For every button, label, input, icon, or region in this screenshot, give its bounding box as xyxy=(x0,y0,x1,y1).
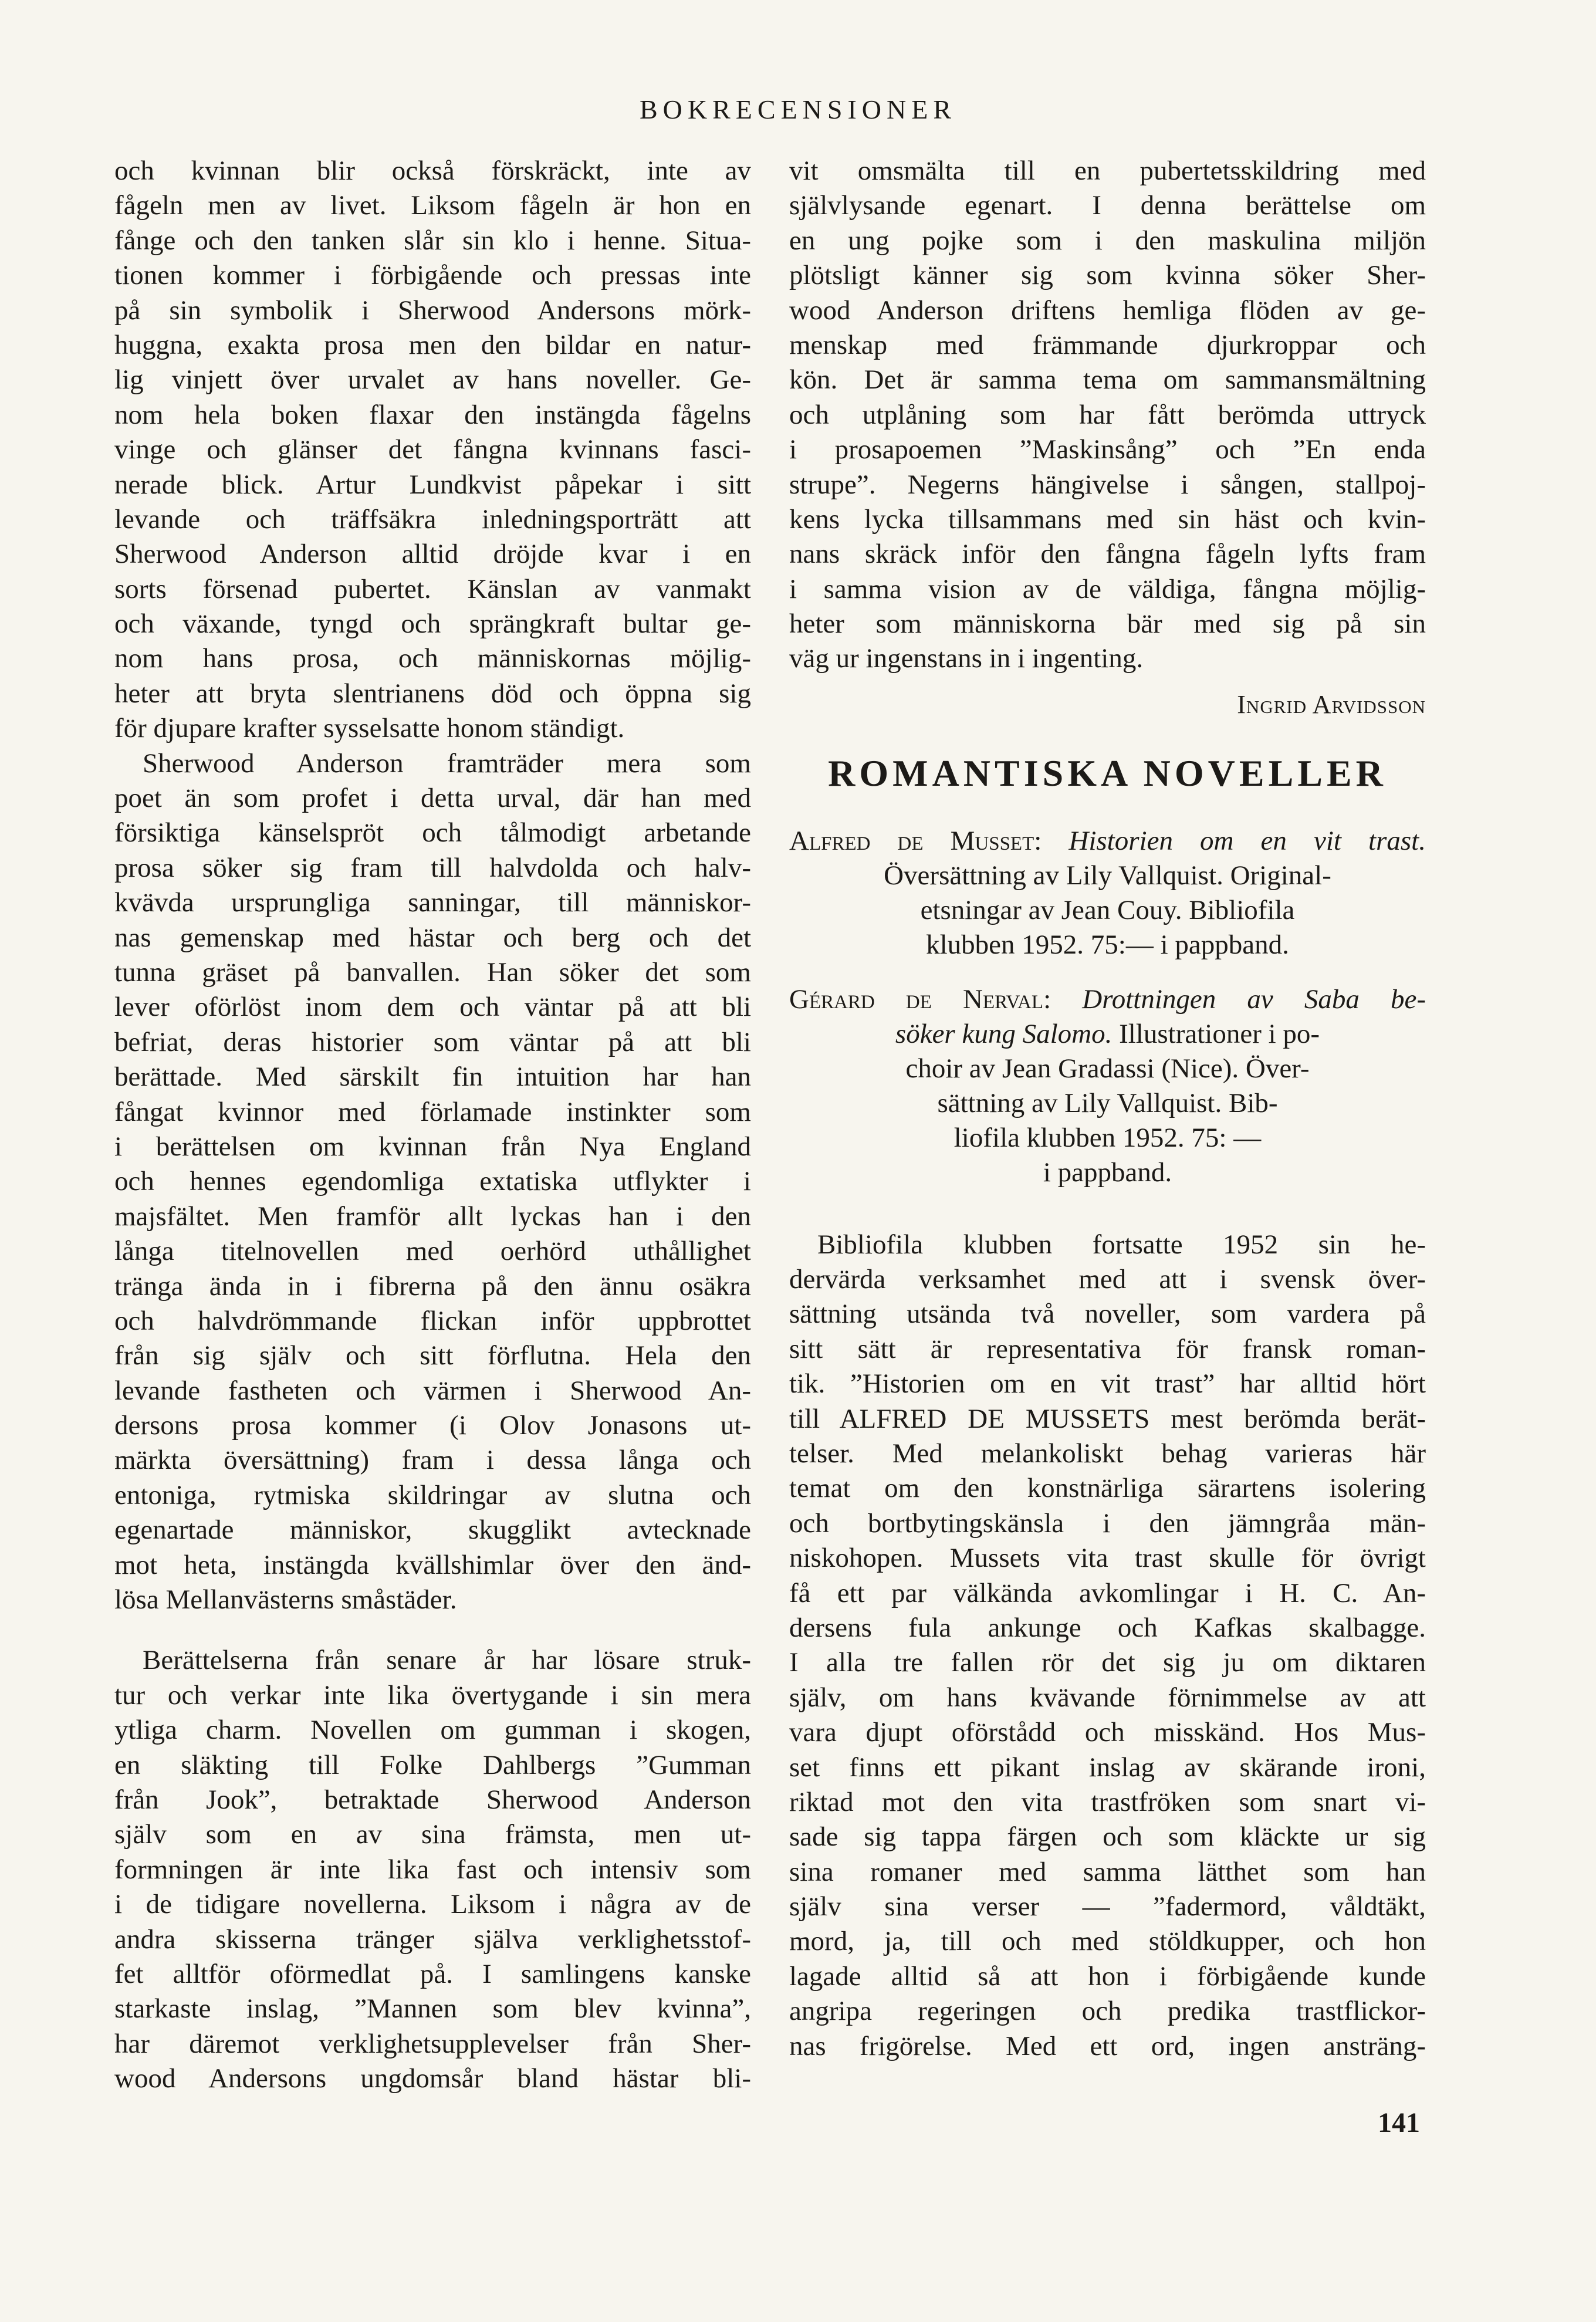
text-line: entoniga, rytmiska skildringar av slutna och xyxy=(114,1479,751,1510)
biblio-line: etsningar av Jean Couy. Bibliofila xyxy=(920,894,1295,925)
text-line: sättning utsända två noveller, som vardera på xyxy=(789,1299,1426,1330)
text-line: prosa söker sig fram till halvdolda och halv- xyxy=(114,852,751,883)
text-line: och växande, tyngd och sprängkraft bultar ge- xyxy=(114,609,751,640)
text-line: i berättelsen om kvinnan från Nya England xyxy=(114,1131,751,1162)
text-line: temat om den konstnärliga särartens isolering xyxy=(789,1473,1426,1504)
text-line: kens lycka tillsammans med sin häst och kvin- xyxy=(789,503,1426,535)
text-line: från Jook”, betraktade Sherwood Anderson xyxy=(114,1784,751,1815)
text-line: märkta översättning) fram i dessa långa och xyxy=(114,1445,751,1476)
biblio-line: Gérard de Nerval: Drottningen av Saba be- xyxy=(789,983,1426,1015)
text-line: levande och träffsäkra inledningsporträtt att xyxy=(114,503,751,535)
text-line: niskohopen. Mussets vita trast skulle för övrigt xyxy=(789,1543,1426,1574)
book-title: söker kung Salomo. xyxy=(895,1018,1113,1049)
text-line: en ung pojke som i den maskulina miljön xyxy=(789,225,1426,256)
text-line: Bibliofila klubben fortsatte 1952 sin he- xyxy=(817,1229,1426,1260)
text-line: formningen är inte lika fast och intensiv som xyxy=(114,1854,751,1885)
text-line: sorts försenad pubertet. Känslan av vanmakt xyxy=(114,573,751,604)
text-line: wood Andersons ungdomsår bland hästar bli- xyxy=(114,2063,751,2094)
bibliography-entry-musset xyxy=(789,824,1426,962)
text-line: och hennes egendomliga extatiska utflykter i xyxy=(114,1166,751,1197)
text-line: själv sina verser — ”fadermord, våldtäkt, xyxy=(789,1891,1426,1922)
text-line: nerade blick. Artur Lundkvist påpekar i sitt xyxy=(114,469,751,500)
text-line: och utplåning som har fått berömda uttryck xyxy=(789,399,1426,430)
text-line: mord, ja, till och med stöldkupper, och hon xyxy=(789,1926,1426,1957)
text-line: ytliga charm. Novellen om gumman i skogen, xyxy=(114,1715,751,1746)
text-line: levande fastheten och värmen i Sherwood An- xyxy=(114,1375,751,1406)
text-line: långa titelnovellen med oerhörd uthållighet xyxy=(114,1236,751,1267)
text-line: sitt sätt är representativa för fransk roman- xyxy=(789,1333,1426,1364)
text-line: få ett par välkända avkomlingar i H. C. An- xyxy=(789,1577,1426,1608)
text-line: försiktiga känselspröt och tålmodigt arbetande xyxy=(114,817,751,849)
text-line: tur och verkar inte lika övertygande i sin mera xyxy=(114,1679,751,1711)
biblio-line: i pappband. xyxy=(1043,1157,1172,1188)
text-line: sade sig tappa färgen och som kläckte ur sig xyxy=(789,1821,1426,1853)
review-signature: Ingrid Arvidsson xyxy=(1237,689,1426,719)
text-line: kön. Det är samma tema om sammansmältning xyxy=(789,364,1426,396)
text-line: fet alltför oförmedlat på. I samlingens kanske xyxy=(114,1958,751,1989)
text-line: fånge och den tanken slår sin klo i henne. Situa- xyxy=(114,225,751,256)
text-line: självlysande egenart. I denna berättelse om xyxy=(789,190,1426,221)
text-line: från sig själv och sitt förflutna. Hela den xyxy=(114,1340,751,1371)
text-line: kvävda ursprungliga sanningar, till människor- xyxy=(114,887,751,918)
text-line: har däremot verklighetsupplevelser från Sher- xyxy=(114,2028,751,2059)
biblio-line: sättning av Lily Vallquist. Bib- xyxy=(937,1087,1278,1118)
text-line: lever oförlöst inom dem och väntar på att bli xyxy=(114,992,751,1023)
biblio-text: Illustrationer i po- xyxy=(1119,1018,1320,1049)
text-line: väg ur ingenstans in i ingenting. xyxy=(789,643,1144,674)
text-line: och halvdrömmande flickan inför uppbrottet xyxy=(114,1305,751,1336)
text-line: telser. Med melankoliskt behag varieras här xyxy=(789,1438,1426,1469)
text-line: tränga ända in i fibrerna på den ännu osäkra xyxy=(114,1270,751,1302)
text-line: berättade. Med särskilt fin intuition har han xyxy=(114,1062,751,1093)
text-line: sina romaner med samma lätthet som han xyxy=(789,1856,1426,1887)
text-line: menskap med främmande djurkroppar och xyxy=(789,329,1426,360)
text-line: majsfältet. Men framför allt lyckas han i den xyxy=(114,1201,751,1232)
text-line: huggna, exakta prosa men den bildar en natur- xyxy=(114,329,751,360)
text-line: starkaste inslag, ”Mannen som blev kvinna”, xyxy=(114,1993,751,2024)
text-line: vinge och glänser det fångna kvinnans fasci- xyxy=(114,434,751,465)
text-line: mot heta, instängda kvällshimlar över den änd- xyxy=(114,1549,751,1580)
right-column xyxy=(789,154,1426,2064)
text-line: tunna gräset på banvallen. Han söker det som xyxy=(114,956,751,988)
text-line: lagade alltid så att hon i förbigående kunde xyxy=(789,1961,1426,1992)
text-line: och kvinnan blir också förskräckt, inte av xyxy=(114,156,751,186)
text-line: för djupare krafter sysselsatte honom ständigt. xyxy=(114,713,625,744)
paragraph-gap xyxy=(114,1617,751,1643)
text-line: dervärda verksamhet med att i svensk över- xyxy=(789,1264,1426,1295)
text-line: nas gemenskap med hästar och berg och det xyxy=(114,922,751,953)
text-line: plötsligt känner sig som kvinna söker Sher- xyxy=(789,260,1426,291)
text-line: wood Anderson driftens hemliga flöden av ge- xyxy=(789,295,1426,326)
paragraph-gap xyxy=(789,1190,1426,1228)
book-author: Gérard de Nerval xyxy=(789,983,1044,1015)
text-line: dersons prosa kommer (i Olov Jonasons ut- xyxy=(114,1410,751,1441)
section-title: ROMANTISKA NOVELLER xyxy=(828,752,1387,795)
biblio-line: liofila klubben 1952. 75: — xyxy=(953,1122,1262,1153)
text-line: tionen kommer i förbigående och pressas inte xyxy=(114,260,751,291)
text-line: själv som en av sina främsta, men ut- xyxy=(114,1819,751,1850)
text-line: nom hela boken flaxar den instängda fågelns xyxy=(114,399,751,430)
biblio-line xyxy=(789,1017,1426,1052)
text-line: till ALFRED DE MUSSETS mest berömda berät- xyxy=(789,1403,1426,1434)
biblio-line: klubben 1952. 75:— i pappband. xyxy=(926,929,1289,960)
text-line: set finns ett pikant inslag av skärande ironi, xyxy=(789,1752,1426,1783)
text-line: själv, om hans kvävande förnimmelse av att xyxy=(789,1682,1426,1713)
text-line: på sin symbolik i Sherwood Andersons mörk- xyxy=(114,295,751,326)
text-line: nom hans prosa, och människornas möjlig- xyxy=(114,643,751,674)
bibliography-entry-nerval xyxy=(789,982,1426,1190)
book-title: Drottningen av Saba be- xyxy=(1082,983,1426,1015)
text-line: heter att bryta slentrianens död och öppna sig xyxy=(114,678,751,709)
text-line: angripa regeringen och predika trastflickor- xyxy=(789,1996,1426,2027)
text-line: tik. ”Historien om en vit trast” har alltid hört xyxy=(789,1368,1426,1400)
text-line: Sherwood Anderson alltid dröjde kvar i en xyxy=(114,539,751,570)
text-line: fångat kvinnor med förlamade instinkter som xyxy=(114,1096,751,1127)
text-line: vit omsmälta till en pubertetsskildring med xyxy=(789,156,1426,186)
page-number: 141 xyxy=(1378,2107,1420,2138)
text-line: I alla tre fallen rör det sig ju om diktaren xyxy=(789,1647,1426,1678)
text-line: och bortbytingskänsla i den jämngråa män- xyxy=(789,1508,1426,1539)
text-line: nas frigörelse. Med ett ord, ingen ansträng- xyxy=(789,2030,1426,2061)
text-line: nans skräck inför den fångna fågeln lyfts fram xyxy=(789,539,1426,570)
biblio-line: Alfred de Musset: Historien om en vit trast. xyxy=(789,825,1426,856)
text-line: lösa Mellanvästerns småstäder. xyxy=(114,1584,457,1615)
text-line: poet än som profet i detta urval, där han med xyxy=(114,783,751,814)
text-line: i samma vision av de väldiga, fångna möjlig- xyxy=(789,573,1426,604)
text-line: fågeln men av livet. Liksom fågeln är hon en xyxy=(114,190,751,221)
running-head: BOKRECENSIONER xyxy=(639,94,957,124)
biblio-line: choir av Jean Gradassi (Nice). Över- xyxy=(905,1053,1310,1084)
text-line: i de tidigare novellerna. Liksom i några av de xyxy=(114,1889,751,1920)
text-line: en släkting till Folke Dahlbergs ”Gumman xyxy=(114,1749,751,1780)
text-line: vara djupt oförstådd och misskänd. Hos Mus- xyxy=(789,1717,1426,1748)
biblio-gap xyxy=(789,962,1426,982)
left-column xyxy=(114,154,751,2096)
biblio-line: Översättning av Lily Vallquist. Original- xyxy=(884,860,1331,891)
text-line: egenartade människor, skugglikt avtecknade xyxy=(114,1515,751,1546)
text-line: lig vinjett över urvalet av hans noveller. Ge- xyxy=(114,364,751,396)
text-line: Sherwood Anderson framträder mera som xyxy=(143,748,751,779)
book-author: Alfred de Musset xyxy=(789,825,1034,856)
text-line: Berättelserna från senare år har lösare struk- xyxy=(143,1645,751,1676)
text-line: riktad mot den vita trastfröken som snart vi- xyxy=(789,1786,1426,1817)
text-line: dersens fula ankunge och Kafkas skalbagge. xyxy=(789,1612,1426,1643)
book-title: Historien om en vit trast. xyxy=(1068,825,1426,856)
text-line: i prosapoemen ”Maskinsång” och ”En enda xyxy=(789,434,1426,465)
text-line: andra skisserna tränger själva verklighetsstof- xyxy=(114,1924,751,1955)
text-line: strupe”. Negerns hängivelse i sången, stallpoj- xyxy=(789,469,1426,500)
text-line: befriat, deras historier som väntar på att bli xyxy=(114,1026,751,1057)
text-line: heter som människorna bär med sig på sin xyxy=(789,609,1426,640)
